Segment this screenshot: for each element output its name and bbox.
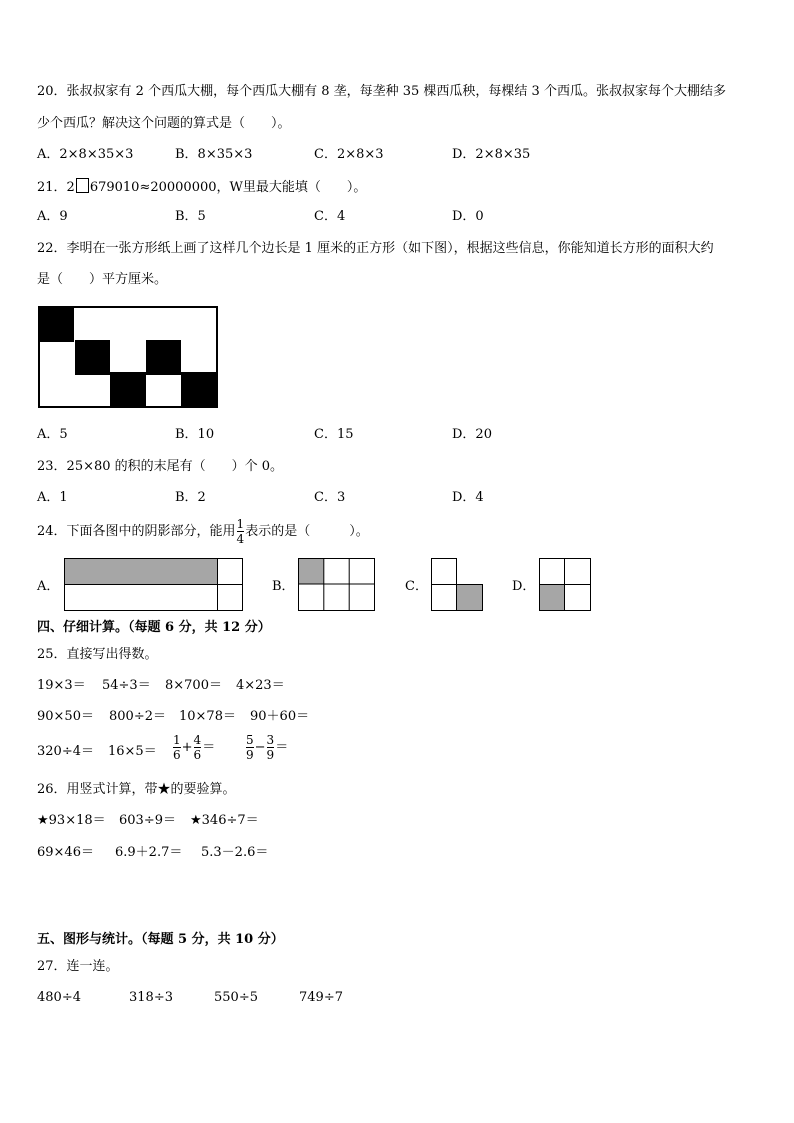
q24-text	[37, 518, 369, 545]
frac-numerator: 3	[266, 733, 275, 747]
q24-figure-d[interactable]	[539, 558, 591, 611]
q26-r1-c2: 603÷9＝	[119, 813, 176, 828]
black-square	[146, 340, 181, 375]
frac-denominator: 6	[173, 748, 181, 762]
q25-r1-c4: 4×23＝	[236, 678, 285, 693]
q26-title: 26．用竖式计算，带★的要验算。	[37, 782, 236, 797]
q25-r2-c3: 10×78＝	[179, 709, 236, 724]
q24-label-b[interactable]: B．	[272, 579, 295, 594]
q25-fraction-sum	[172, 734, 215, 761]
shaded-cell	[65, 559, 217, 584]
frac-denominator: 9	[246, 748, 254, 762]
q23-text: 23．25×80 的积的末尾有（ ）个 0。	[37, 459, 284, 474]
q26-r1-c3: ★346÷7＝	[190, 813, 259, 828]
q25-r2-c1: 90×50＝	[37, 709, 94, 724]
q21-suffix: 679010≈20000000，W里最大能填（ ）。	[89, 180, 367, 195]
q27-item-2[interactable]: 318÷3	[129, 990, 173, 1005]
fraction	[267, 734, 275, 761]
black-square	[39, 307, 74, 342]
frac-denominator: 4	[236, 532, 245, 546]
q24-suffix: 表示的是（ ）。	[245, 524, 369, 539]
q20-option-d[interactable]: D．2×8×35	[452, 147, 531, 162]
q27-item-1[interactable]: 480÷4	[37, 990, 81, 1005]
equals-sign: ＝	[275, 740, 289, 755]
equals-sign: ＝	[202, 740, 216, 755]
q24-figure-c[interactable]	[431, 558, 483, 611]
q23-option-d[interactable]: D．4	[452, 490, 484, 505]
q24-label-c[interactable]: C．	[405, 579, 428, 594]
fraction	[246, 734, 254, 761]
q27-item-3[interactable]: 550÷5	[214, 990, 258, 1005]
section-5-title: 五、图形与统计。（每题 5 分，共 10 分）	[37, 932, 284, 947]
q22-line2: 是（ ）平方厘米。	[37, 272, 168, 287]
q21-text	[37, 178, 366, 194]
section-4-title: 四、仔细计算。（每题 6 分，共 12 分）	[37, 620, 271, 635]
q20-option-c[interactable]: C．2×8×3	[314, 147, 384, 162]
minus-sign: −	[254, 740, 266, 755]
q23-option-a[interactable]: A．1	[37, 490, 68, 505]
q21-option-d[interactable]: D．0	[452, 209, 484, 224]
q22-option-b[interactable]: B．10	[175, 427, 215, 442]
frac-numerator: 1	[173, 733, 181, 747]
q20-line1: 20．张叔叔家有 2 个西瓜大棚，每个西瓜大棚有 8 垄，每垄种 35 棵西瓜秧，每棵结 3 个西瓜。张叔叔家每个大棚结多	[37, 84, 726, 99]
q25-fraction-diff	[245, 734, 288, 761]
frac-numerator: 5	[246, 733, 254, 747]
q26-r2-c2: 6.9＋2.7＝	[115, 845, 183, 860]
q21-option-b[interactable]: B．5	[175, 209, 206, 224]
q21-option-a[interactable]: A．9	[37, 209, 68, 224]
q25-title: 25．直接写出得数。	[37, 647, 158, 662]
plus-sign: +	[181, 740, 193, 755]
q21-prefix: 21．2	[37, 180, 75, 195]
frac-numerator: 1	[236, 517, 245, 531]
q20-line2: 少个西瓜？解决这个问题的算式是（ ）。	[37, 116, 291, 131]
q25-r2-c2: 800÷2＝	[109, 709, 166, 724]
q20-option-a[interactable]: A．2×8×35×3	[37, 147, 134, 162]
q24-label-d[interactable]: D．	[512, 579, 536, 594]
q26-r1-c1: ★93×18＝	[37, 813, 106, 828]
q23-option-b[interactable]: B．2	[175, 490, 206, 505]
q23-option-c[interactable]: C．3	[314, 490, 346, 505]
frac-numerator: 4	[193, 733, 202, 747]
q21-option-c[interactable]: C．4	[314, 209, 346, 224]
q20-option-b[interactable]: B．8×35×3	[175, 147, 253, 162]
q22-option-c[interactable]: C．15	[314, 427, 354, 442]
q24-prefix: 24．下面各图中的阴影部分，能用	[37, 524, 236, 539]
blank-square-icon	[76, 178, 89, 193]
q25-r3-c2: 16×5＝	[108, 744, 157, 759]
q24-figure-a[interactable]	[64, 558, 243, 611]
q25-r1-c2: 54÷3＝	[102, 678, 151, 693]
shaded-cell	[457, 585, 483, 611]
frac-denominator: 6	[193, 748, 202, 762]
q22-option-d[interactable]: D．20	[452, 427, 492, 442]
q24-figure-b[interactable]	[298, 558, 375, 611]
q25-r2-c4: 90＋60＝	[250, 709, 310, 724]
q27-item-4[interactable]: 749÷7	[299, 990, 343, 1005]
q22-option-a[interactable]: A．5	[37, 427, 68, 442]
q22-line1: 22．李明在一张方形纸上画了这样几个边长是 1 厘米的正方形（如下图），根据这些信息，你能知道长方形的面积大约	[37, 241, 714, 256]
q25-r1-c1: 19×3＝	[37, 678, 86, 693]
q26-r2-c3: 5.3－2.6＝	[201, 845, 269, 860]
black-square	[75, 340, 110, 375]
q26-r2-c1: 69×46＝	[37, 845, 94, 860]
frac-denominator: 9	[266, 748, 275, 762]
q27-title: 27．连一连。	[37, 959, 119, 974]
q25-r3-c1: 320÷4＝	[37, 744, 94, 759]
fraction	[173, 734, 181, 761]
q22-rectangle-figure	[38, 306, 218, 408]
black-square	[110, 372, 146, 407]
q24-label-a[interactable]: A．	[37, 579, 60, 594]
black-square	[181, 372, 217, 407]
fraction	[194, 734, 202, 761]
q24-fraction	[237, 518, 245, 545]
q25-r1-c3: 8×700＝	[165, 678, 222, 693]
shaded-cell	[540, 585, 565, 611]
shaded-cell	[299, 559, 324, 585]
